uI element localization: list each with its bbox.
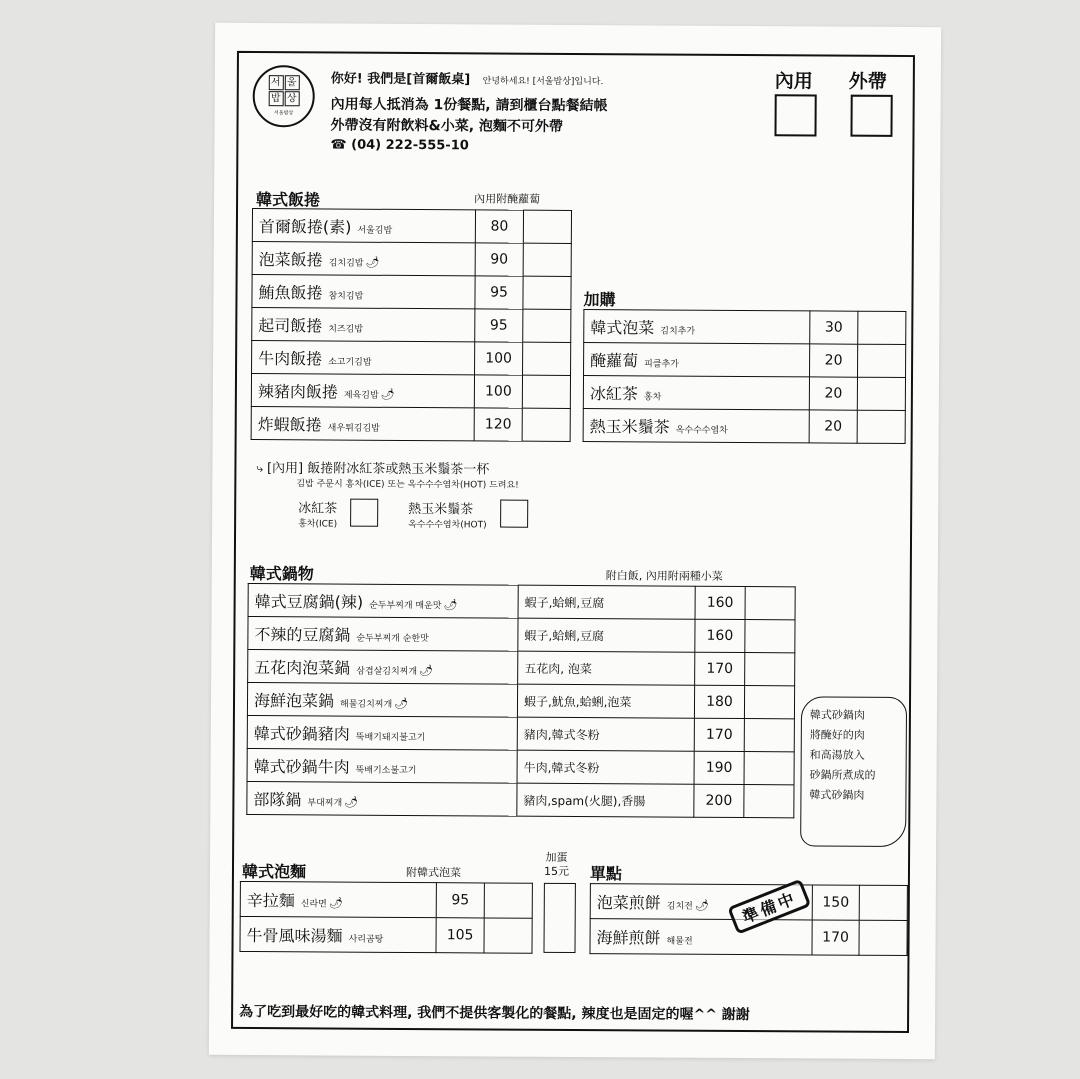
greeting-zh: 你好! 我們是[首爾飯桌] xyxy=(330,71,471,88)
egg-price: 15元 xyxy=(543,864,570,878)
order-qty-box[interactable] xyxy=(484,918,532,953)
drink-option-corn-tea xyxy=(408,498,487,530)
item-name-ko: 김치전 xyxy=(666,901,693,912)
item-name: 海鮮煎餅 xyxy=(596,927,661,948)
item-ingredients: 蝦子,蛤蜊,豆腐 xyxy=(518,585,695,619)
item-name: 韓式砂鍋牛肉 xyxy=(253,756,350,777)
logo-char: 울 xyxy=(284,75,299,90)
item-name-ko: 부대찌개 xyxy=(307,797,343,809)
item-name-cell xyxy=(248,584,518,619)
item-name-ko: 새우튀김김밥 xyxy=(327,422,380,434)
item-price: 30 xyxy=(810,311,858,344)
item-name-cell xyxy=(251,374,474,408)
item-name-cell xyxy=(240,881,436,917)
drink-note: ⤷ [內用] 飯捲附冰紅茶或熱玉米鬚茶一杯 xyxy=(256,461,490,478)
order-qty-box[interactable] xyxy=(523,309,571,342)
logo-subtitle: 서울밥상 xyxy=(273,109,294,116)
item-name-cell xyxy=(583,376,809,410)
item-price: 80 xyxy=(475,210,523,243)
item-price: 180 xyxy=(694,685,744,718)
item-name-cell xyxy=(247,749,517,784)
item-price: 95 xyxy=(436,883,484,918)
item-name-ko: 사리곰탕 xyxy=(348,934,384,945)
takeout-checkbox[interactable] xyxy=(850,95,892,137)
dine-in-label: 內用 xyxy=(774,70,813,93)
item-name: 不辣的豆腐鍋 xyxy=(254,624,351,645)
item-ingredients: 五花肉, 泡菜 xyxy=(518,651,695,685)
item-name: 韓式豆腐鍋(辣) xyxy=(254,591,364,612)
addon-row xyxy=(583,409,905,444)
ramen-row xyxy=(240,881,532,918)
stew-row xyxy=(248,584,795,620)
stew-table xyxy=(246,583,795,818)
single-section-title: 單點 xyxy=(589,864,623,884)
menu-paper xyxy=(209,23,941,1059)
addon-section-title: 加購 xyxy=(583,290,616,310)
addon-row xyxy=(583,376,905,411)
item-name-ko: 순두부찌개 순한맛 xyxy=(356,633,429,644)
logo-char: 상 xyxy=(284,91,299,106)
chili-icon: 🌶 xyxy=(419,663,434,677)
order-qty-box[interactable] xyxy=(744,686,794,719)
item-name-ko: 뚝배기돼지불고기 xyxy=(355,732,426,743)
restaurant-logo xyxy=(253,65,315,127)
addon-row xyxy=(584,343,906,378)
item-price: 100 xyxy=(475,342,523,375)
order-qty-box[interactable] xyxy=(523,342,571,375)
item-name: 熱玉米鬚茶 xyxy=(589,416,670,437)
gimbap-row xyxy=(252,242,571,277)
egg-addon-label xyxy=(544,851,569,879)
item-price: 20 xyxy=(809,410,857,443)
takeout-rule: 外帶沒有附飲料&小菜, 泡麵不可外帶 xyxy=(330,117,563,135)
item-name-cell xyxy=(247,716,517,751)
stew-section-title: 韓式鍋物 xyxy=(249,564,314,584)
item-price: 95 xyxy=(475,276,523,309)
item-name: 辣豬肉飯捲 xyxy=(257,381,338,402)
item-price: 20 xyxy=(810,344,858,377)
chili-icon: 🌶 xyxy=(443,597,458,611)
item-name-ko: 소고기김밥 xyxy=(328,356,372,368)
ramen-note: 附韓式泡菜 xyxy=(405,865,462,880)
item-name-cell xyxy=(252,209,475,243)
stew-row xyxy=(247,782,794,818)
order-qty-box[interactable] xyxy=(745,653,795,686)
takeout-label: 外帶 xyxy=(848,70,887,93)
corn-tea-checkbox[interactable] xyxy=(500,500,528,528)
item-name: 部隊鍋 xyxy=(253,789,302,809)
item-name: 首爾飯捲(素) xyxy=(258,216,352,237)
bubble-line: 將醃好的肉 xyxy=(809,728,865,742)
order-qty-box[interactable] xyxy=(523,243,571,276)
item-price: 20 xyxy=(809,377,857,410)
egg-checkbox[interactable] xyxy=(543,883,575,953)
order-qty-box[interactable] xyxy=(857,410,905,443)
order-qty-box[interactable] xyxy=(523,210,571,243)
item-price: 95 xyxy=(475,309,523,342)
gimbap-table xyxy=(251,208,572,442)
item-price: 160 xyxy=(695,586,745,619)
item-name: 泡菜煎餅 xyxy=(596,892,661,913)
item-name-ko: 서울김밥 xyxy=(357,225,393,236)
item-price: 105 xyxy=(436,918,484,953)
order-qty-box[interactable] xyxy=(522,408,570,441)
item-name-ko: 해물전 xyxy=(666,936,693,947)
item-name: 炸蝦飯捲 xyxy=(257,414,322,434)
item-price: 100 xyxy=(474,375,522,408)
item-name: 韓式泡菜 xyxy=(590,317,655,337)
item-ingredients: 蝦子,蛤蜊,豆腐 xyxy=(518,618,695,652)
ramen-table xyxy=(239,881,532,954)
item-name-ko: 순두부찌개 매운맛 xyxy=(369,600,442,611)
stew-row xyxy=(248,617,795,653)
menu-frame xyxy=(231,51,915,1033)
item-name-cell xyxy=(590,919,812,955)
footer-note: 為了吃到最好吃的韓式料理, 我們不提供客製化的餐點, 辣度也是固定的喔^^ 謝謝 xyxy=(239,1003,750,1024)
gimbap-row xyxy=(252,275,571,310)
order-qty-box[interactable] xyxy=(857,377,905,410)
item-name-ko: 피클추가 xyxy=(644,358,679,370)
chili-icon: 🌶 xyxy=(328,896,343,910)
gimbap-row xyxy=(252,308,571,343)
greeting-ko: 안녕하세요! [서울밥상]입니다. xyxy=(482,76,604,88)
order-qty-box[interactable] xyxy=(484,883,532,918)
preparing-stamp: 準備中 xyxy=(727,879,811,935)
item-ingredients: 牛肉,韓式冬粉 xyxy=(517,750,694,784)
item-name-cell xyxy=(240,916,436,952)
item-name-cell xyxy=(248,650,518,685)
order-qty-box[interactable] xyxy=(858,344,906,377)
order-qty-box[interactable] xyxy=(744,719,794,752)
item-name: 海鮮泡菜鍋 xyxy=(253,690,335,711)
iced-tea-label-ko: 홍차(ICE) xyxy=(298,519,338,530)
item-name-cell xyxy=(252,242,475,276)
item-name-ko: 제육김밥 xyxy=(343,390,379,401)
greeting-line xyxy=(331,67,604,88)
corn-tea-label-ko: 옥수수수염차(HOT) xyxy=(408,519,487,531)
item-name: 韓式砂鍋豬肉 xyxy=(253,723,350,744)
item-name: 醃蘿蔔 xyxy=(590,350,639,370)
gimbap-section-title: 韓式飯捲 xyxy=(256,190,321,210)
item-ingredients: 豬肉,spam(火腿),香腸 xyxy=(517,783,694,817)
bubble-line: 砂鍋所煮成的 xyxy=(809,768,876,782)
stew-row xyxy=(248,650,795,686)
egg-label: 加蛋 xyxy=(545,850,568,864)
addon-row xyxy=(584,310,906,345)
item-name-cell xyxy=(252,341,475,375)
item-name-ko: 홍차 xyxy=(643,391,662,403)
phone-icon: ☎ xyxy=(330,137,347,153)
item-name: 冰紅茶 xyxy=(589,383,638,403)
corn-tea-label: 熱玉米鬚茶 xyxy=(408,501,474,518)
item-price: 90 xyxy=(475,243,523,276)
chili-icon: 🌶 xyxy=(694,898,709,912)
bubble-line: 韓式砂鍋肉 xyxy=(809,788,865,802)
gimbap-row xyxy=(251,407,570,442)
item-name: 泡菜飯捲 xyxy=(258,249,323,269)
item-price: 160 xyxy=(695,619,745,652)
clay-pot-note-bubble xyxy=(800,696,907,847)
chili-icon: 🌶 xyxy=(344,795,359,809)
item-price: 170 xyxy=(694,718,744,751)
order-qty-box[interactable] xyxy=(744,752,794,785)
phone-number: (04) 222-555-10 xyxy=(351,137,469,154)
bubble-line: 韓式砂鍋肉 xyxy=(809,708,865,722)
order-qty-box[interactable] xyxy=(859,920,907,955)
item-name: 牛骨風味湯麵 xyxy=(246,925,343,946)
ramen-section-title: 韓式泡麵 xyxy=(241,861,307,882)
item-name-cell xyxy=(584,310,810,344)
iced-tea-checkbox[interactable] xyxy=(350,499,378,527)
item-price: 190 xyxy=(694,751,744,784)
order-qty-box[interactable] xyxy=(745,620,795,653)
drink-note-ko: 김밥 주문시 홍차(ICE) 또는 옥수수수염차(HOT) 드려요! xyxy=(296,479,519,491)
item-name-cell xyxy=(584,343,810,377)
gimbap-note: 內用附醃蘿蔔 xyxy=(474,192,541,206)
item-price: 150 xyxy=(812,885,860,920)
item-name-ko: 치즈김밥 xyxy=(328,323,364,335)
item-name-ko: 신라면 xyxy=(300,898,327,909)
item-name-ko: 옥수수수염차 xyxy=(675,425,728,436)
item-name-cell xyxy=(251,407,474,441)
gimbap-row xyxy=(252,341,571,376)
gimbap-row xyxy=(251,374,570,409)
dine-in-checkbox[interactable] xyxy=(774,94,816,136)
order-qty-box[interactable] xyxy=(860,885,908,920)
item-name-cell xyxy=(247,683,517,718)
item-price: 120 xyxy=(474,408,522,441)
item-name: 鮪魚飯捲 xyxy=(258,282,323,302)
order-qty-box[interactable] xyxy=(522,375,570,408)
gimbap-row xyxy=(252,209,571,244)
item-name-ko: 삼겹살김치찌개 xyxy=(356,666,418,677)
item-name: 牛肉飯捲 xyxy=(258,348,323,368)
phone-line xyxy=(330,137,468,153)
bubble-line: 和高湯放入 xyxy=(809,748,865,762)
item-name: 起司飯捲 xyxy=(258,315,323,335)
iced-tea-label: 冰紅茶 xyxy=(298,501,338,517)
chili-icon: 🌶 xyxy=(394,696,409,710)
order-qty-box[interactable] xyxy=(523,276,571,309)
item-name-ko: 김치김밥 xyxy=(328,257,364,269)
item-name-ko: 김치추가 xyxy=(660,326,696,337)
item-name-ko: 뚝배기소불고기 xyxy=(355,765,417,776)
drink-option-iced-tea xyxy=(298,497,337,529)
ramen-row xyxy=(240,916,532,953)
item-name-ko: 참치김밥 xyxy=(328,290,364,302)
item-name-cell xyxy=(248,617,518,652)
item-name-ko: 해물김치찌개 xyxy=(339,699,393,710)
chili-icon: 🌶 xyxy=(380,387,395,401)
item-name-cell xyxy=(252,308,475,342)
item-name-cell xyxy=(247,782,517,817)
order-qty-box[interactable] xyxy=(745,587,795,620)
logo-char: 서 xyxy=(268,75,283,90)
item-name-cell xyxy=(583,409,809,443)
stew-row xyxy=(247,749,794,785)
item-ingredients: 豬肉,韓式冬粉 xyxy=(517,717,694,751)
item-ingredients: 蝦子,魷魚,蛤蜊,泡菜 xyxy=(517,684,694,718)
item-name: 辛拉麵 xyxy=(246,890,295,910)
stew-row xyxy=(247,716,794,752)
drink-note-zh: [內用] 飯捲附冰紅茶或熱玉米鬚茶一杯 xyxy=(266,461,490,478)
item-name-cell xyxy=(252,275,475,309)
item-price: 200 xyxy=(694,784,744,817)
addon-table xyxy=(583,309,907,444)
chili-icon: 🌶 xyxy=(365,255,380,269)
item-name: 五花肉泡菜鍋 xyxy=(254,657,351,678)
item-price: 170 xyxy=(812,920,860,955)
dine-in-rule: 內用每人抵消為 1份餐點, 請到櫃台點餐結帳 xyxy=(330,96,608,115)
order-qty-box[interactable] xyxy=(858,311,906,344)
stew-note: 附白飯, 內用附兩種小菜 xyxy=(605,569,723,583)
stew-row xyxy=(247,683,794,719)
logo-char: 밥 xyxy=(268,91,283,106)
order-qty-box[interactable] xyxy=(744,785,794,818)
item-price: 170 xyxy=(695,652,745,685)
